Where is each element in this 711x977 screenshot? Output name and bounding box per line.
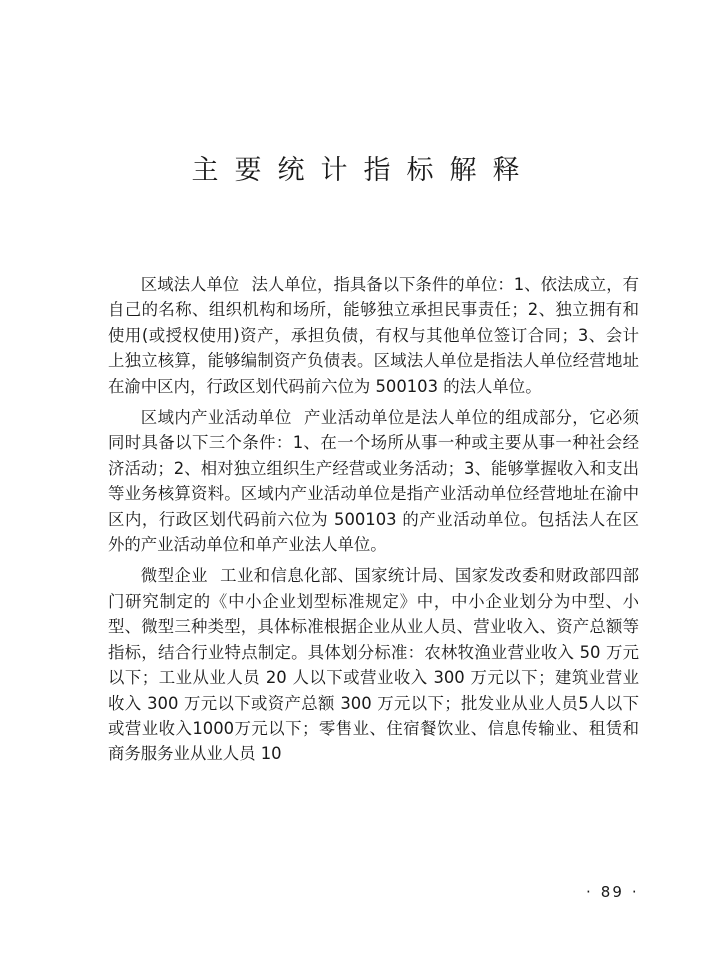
term-industry-unit: 区域内产业活动单位	[140, 408, 292, 428]
definition-legal-unit: 法人单位，指具备以下条件的单位：1、依法成立，有自己的名称、组织机构和场所，能够独立承担民事责任；2、独立拥有和使用(或授权使用)资产，承担负债，有权与其他单位签订合同；3、会计上独立核算，能够编制资产负债表。区域法人单位是指法人单位经营地址在渝中区内，行政区划代码前六位为 500103 的法人单位。	[108, 275, 639, 396]
page-number-value: 89	[600, 883, 624, 901]
page-dot-right: ·	[631, 883, 639, 901]
paragraph-legal-unit	[108, 272, 639, 399]
paragraph-micro-enterprise	[108, 563, 639, 766]
page-number	[578, 883, 647, 901]
paragraph-industry-unit	[108, 405, 639, 557]
body-text	[108, 272, 639, 773]
definition-industry-unit: 产业活动单位是法人单位的组成部分，它必须同时具备以下三个条件：1、在一个场所从事一种或主要从事一种社会经济活动；2、相对独立组织生产经营或业务活动；3、能够掌握收入和支出等业务核算资料。区域内产业活动单位是指产业活动单位经营地址在渝中区内，行政区划代码前六位为 500103 的产业活动单位。包括法人在区外的产业活动单位和单产业法人单位。	[108, 408, 640, 555]
term-micro-enterprise: 微型企业	[140, 566, 208, 586]
page-dot-left: ·	[586, 883, 593, 901]
definition-micro-enterprise: 工业和信息化部、国家统计局、国家发改委和财政部四部门研究制定的《中小企业划型标准规定》中，中小企业划分为中型、小型、微型三种类型，具体标准根据企业从业人员、营业收入、资产总额等指标，结合行业特点制定。具体划分标准：农林牧渔业营业收入 50 万元以下；工业从业人员 20 人以下或营业收入 300 万元以下；建筑业营业收入 300 万元以下或资产总额 300 万元以下；批发业从业人员5人以下或营业收入1000万元以下；零售业、住宿餐饮业、信息传输业、租赁和商务服务业从业人员 10	[108, 566, 640, 764]
term-legal-unit: 区域法人单位	[140, 275, 240, 294]
page-title: 主要统计指标解释	[191, 155, 536, 186]
